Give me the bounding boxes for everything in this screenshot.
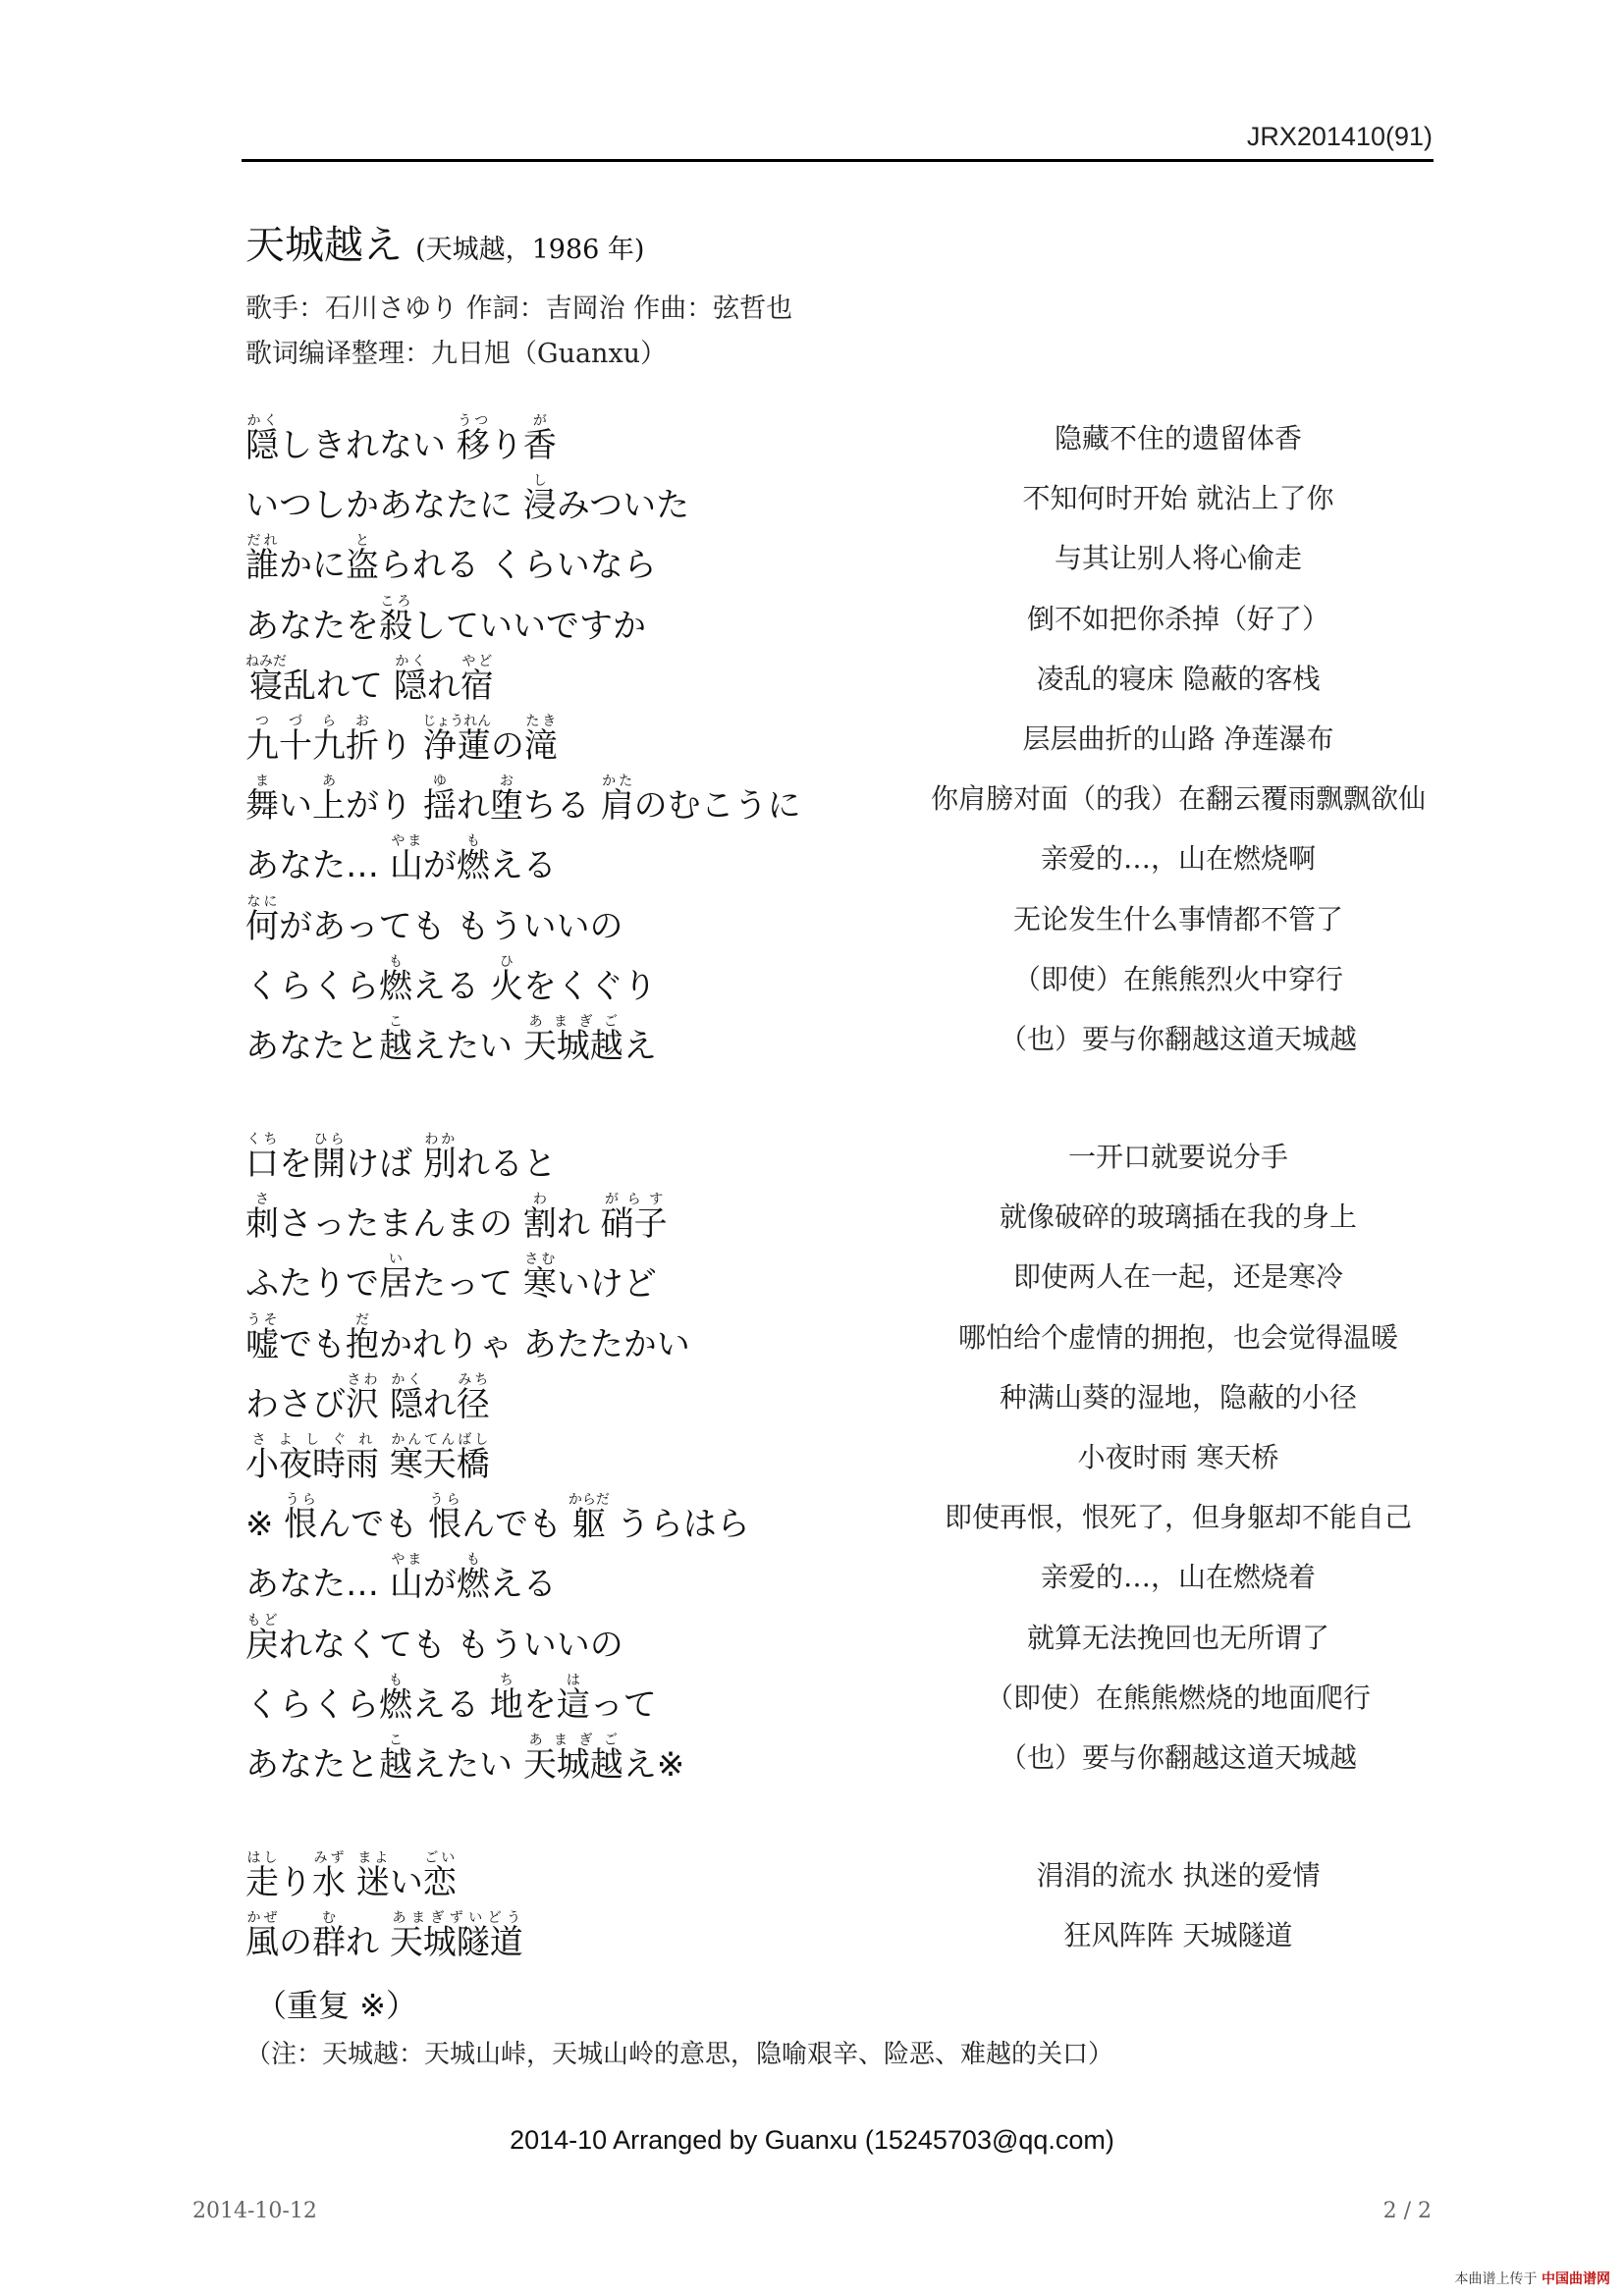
furigana-word: 火ひ <box>489 953 523 1006</box>
furigana-word: 上あ <box>312 774 346 827</box>
lyric-chinese: 你肩膀对面（的我）在翻云覆雨飘飘欲仙 <box>930 782 1426 816</box>
furigana-word: 走はし <box>245 1850 279 1902</box>
song-title-block <box>245 214 644 270</box>
lyric-japanese: いつしかあなたに 浸しみついた <box>245 473 690 526</box>
furigana-word: 風かぜ <box>245 1910 279 1962</box>
lyric-line <box>0 1369 1624 1429</box>
furigana-word: 越こ <box>379 1014 412 1066</box>
lyric-japanese: 隠かくしきれない 移うつり香が <box>245 413 557 465</box>
furigana-word: 浸し <box>522 473 557 526</box>
furigana-word: 迷まよ <box>355 1850 390 1902</box>
furigana-word: 香が <box>522 413 557 465</box>
lyric-japanese: あなた… 山やまが燃もえる <box>245 833 557 886</box>
furigana-word: 燃も <box>379 953 412 1006</box>
lyric-japanese: あなたと越こえたい 天城越あまぎごえ <box>245 1014 657 1066</box>
furigana-word: 寝ねみだ <box>245 653 287 706</box>
lyric-chinese: 层层曲折的山路 净莲瀑布 <box>1022 722 1334 755</box>
lyric-line <box>0 830 1624 890</box>
lyric-japanese: 九十九折つづらおり 浄蓮じょうれんの滝たき <box>245 714 558 766</box>
furigana-word: 山やま <box>389 1552 423 1605</box>
lyric-line <box>0 1670 1624 1730</box>
footer-page-number: 2 / 2 <box>1382 2199 1432 2223</box>
lyric-line <box>0 410 1624 470</box>
furigana-word: 隠かく <box>393 653 427 706</box>
furigana-word: 揺ゆ <box>422 774 457 827</box>
lyric-chinese: （也）要与你翻越这道天城越 <box>999 1741 1357 1774</box>
lyric-chinese: 哪怕给个虚情的拥抱，也会觉得温暖 <box>957 1320 1398 1354</box>
header-rule <box>242 159 1434 162</box>
lyric-japanese: 何なにがあっても もういいの <box>245 893 623 946</box>
lyric-chinese: （即使）在熊熊烈火中穿行 <box>1012 962 1343 995</box>
lyric-line <box>0 1309 1624 1369</box>
lyric-line <box>0 951 1624 1011</box>
furigana-word: 戻もど <box>245 1612 279 1665</box>
lyric-chinese: 一开口就要说分手 <box>1067 1141 1288 1173</box>
furigana-word: 燃も <box>456 1552 490 1605</box>
furigana-word: 抱だ <box>346 1311 379 1364</box>
lyric-line <box>0 1189 1624 1249</box>
furigana-word: 群む <box>312 1910 346 1962</box>
furigana-word: 嘘うそ <box>245 1311 279 1364</box>
lyric-japanese: わさび沢さわ 隠かくれ径みち <box>245 1371 490 1424</box>
furigana-word: 躯からだ <box>568 1492 610 1545</box>
site-watermark <box>1455 2269 1610 2288</box>
furigana-word: 舞ま <box>245 774 279 827</box>
lyric-japanese: 戻もどれなくても もういいの <box>245 1612 623 1665</box>
lyric-line <box>0 1549 1624 1609</box>
furigana-word: 山やま <box>389 833 423 886</box>
lyric-line <box>0 1129 1624 1189</box>
furigana-word: 水みず <box>312 1850 346 1902</box>
lyric-line <box>0 1610 1624 1670</box>
furigana-word: 肩かた <box>600 774 634 827</box>
lyric-chinese: 就算无法挽回也无所谓了 <box>1026 1621 1329 1654</box>
furigana-word: 別わか <box>422 1132 457 1184</box>
furigana-word: 移うつ <box>456 413 490 465</box>
furigana-word: 硝子がらす <box>600 1192 668 1245</box>
furigana-word: 宿やど <box>460 653 494 706</box>
lyric-line <box>0 1429 1624 1489</box>
footnote: （注：天城越：天城山峠，天城山岭的意思，隐喻艰辛、险恶、难越的关口） <box>245 2040 1114 2069</box>
lyric-chinese: 即使再恨，恨死了，但身躯却不能自己 <box>944 1501 1412 1534</box>
furigana-word: 天城隧道あまぎずいどう <box>389 1910 523 1962</box>
lyric-japanese: 舞まい上あがり 揺ゆれ堕おちる 肩かたのむこうに <box>245 774 801 827</box>
lyric-chinese: 隐藏不住的遗留体香 <box>1054 422 1302 454</box>
document-code: JRX201410(91) <box>1246 122 1433 151</box>
furigana-word: 隠かく <box>389 1371 423 1424</box>
watermark-prefix: 本曲谱上传于 <box>1454 2271 1538 2287</box>
furigana-word: 燃も <box>379 1672 412 1725</box>
furigana-word: 恨うら <box>428 1492 462 1545</box>
furigana-word: 天城越あまぎご <box>522 1733 623 1785</box>
credits-line: 歌手：石川さゆり 作詞：吉岡治 作曲：弦哲也 <box>245 294 793 324</box>
furigana-word: 隠かく <box>245 413 279 465</box>
furigana-word: 這は <box>556 1672 590 1725</box>
lyric-chinese: （也）要与你翻越这道天城越 <box>999 1023 1357 1055</box>
lyric-japanese: 嘘うそでも抱だかれりゃ あたたかい <box>245 1311 690 1364</box>
furigana-word: 浄蓮じょうれん <box>422 714 492 766</box>
furigana-word: 天城越あまぎご <box>522 1014 623 1066</box>
lyric-japanese: あなたを殺ころしていいですか <box>245 593 646 646</box>
lyric-line <box>0 591 1624 651</box>
furigana-word: 口くち <box>245 1132 279 1184</box>
lyric-line <box>0 530 1624 590</box>
furigana-word: 燃も <box>456 833 490 886</box>
song-title: 天城越え <box>245 223 403 268</box>
lyric-chinese: 小夜时雨 寒天桥 <box>1077 1441 1279 1473</box>
lyric-line <box>0 1730 1624 1789</box>
furigana-word: 寒さむ <box>522 1252 557 1305</box>
arranger-line: 歌词编译整理：九日旭（Guanxu） <box>245 339 668 369</box>
lyric-japanese: 誰だれかに盗とられる くらいなら <box>245 533 657 586</box>
furigana-word: 殺ころ <box>379 593 412 646</box>
lyric-line <box>0 771 1624 830</box>
furigana-word: 径みち <box>456 1371 490 1424</box>
furigana-word: 沢さわ <box>346 1371 379 1424</box>
lyric-line <box>0 470 1624 530</box>
furigana-word: 堕お <box>489 774 523 827</box>
furigana-word: 恋ごい <box>422 1850 457 1902</box>
furigana-word: 寒天橋かんてんばし <box>389 1432 490 1484</box>
lyric-chinese: 无论发生什么事情都不管了 <box>1012 902 1343 935</box>
furigana-word: 盗と <box>346 533 379 586</box>
arranged-by: 2014-10 Arranged by Guanxu (15245703@qq.com) <box>510 2125 1114 2155</box>
furigana-word: 居い <box>379 1252 412 1305</box>
lyric-chinese: 即使两人在一起，还是寒冷 <box>1012 1260 1343 1294</box>
furigana-word: 越こ <box>379 1733 412 1785</box>
lyric-japanese: あなた… 山やまが燃もえる <box>245 1552 557 1605</box>
lyric-line <box>0 1907 1624 1967</box>
lyric-japanese: くらくら燃もえる 地ちを這はって <box>245 1672 657 1725</box>
lyric-line <box>0 651 1624 711</box>
lyric-japanese: ※ 恨うらんでも 恨うらんでも 躯からだ うらはら <box>245 1492 750 1545</box>
furigana-word: 滝たき <box>523 714 558 766</box>
furigana-word: 刺さ <box>245 1192 279 1245</box>
furigana-word: 地ち <box>489 1672 523 1725</box>
lyric-line <box>0 1011 1624 1071</box>
lyric-line <box>0 891 1624 951</box>
lyric-japanese: 風かぜの群むれ 天城隧道あまぎずいどう <box>245 1910 523 1962</box>
furigana-word: 割わ <box>522 1192 557 1245</box>
lyric-line <box>0 1847 1624 1907</box>
lyric-line <box>0 1489 1624 1549</box>
lyric-chinese: 种满山葵的湿地，隐蔽的小径 <box>999 1380 1357 1414</box>
lyric-chinese: 不知何时开始 就沾上了你 <box>1022 482 1334 515</box>
lyric-japanese <box>245 1432 490 1484</box>
lyric-japanese: 寝ねみだ乱れて 隠かくれ宿やど <box>245 653 494 706</box>
furigana-word: 小夜時雨さよしぐれ <box>245 1432 379 1484</box>
lyric-chinese: （即使）在熊熊燃烧的地面爬行 <box>985 1681 1371 1714</box>
lyric-japanese: ふたりで居いたって 寒さむいけど <box>245 1252 657 1305</box>
lyric-line <box>0 711 1624 771</box>
lyric-japanese: あなたと越こえたい 天城越あまぎごえ※ <box>245 1733 685 1785</box>
lyric-chinese: 亲爱的…，山在燃烧啊 <box>1040 842 1316 876</box>
lyric-japanese: くらくら燃もえる 火ひをくぐり <box>245 953 657 1006</box>
lyric-chinese: 倒不如把你杀掉（好了） <box>1026 602 1329 635</box>
furigana-word: 誰だれ <box>245 533 279 586</box>
lyric-chinese: 与其让别人将心偷走 <box>1054 542 1302 575</box>
furigana-word: 九十九折つづらお <box>245 714 379 766</box>
footer-date: 2014-10-12 <box>192 2199 317 2223</box>
watermark-brand: 中国曲谱网 <box>1542 2271 1610 2287</box>
repeat-marker: （重复 ※） <box>255 1987 417 2024</box>
furigana-word: 開ひら <box>312 1132 346 1184</box>
lyric-japanese: 刺ささったまんまの 割われ 硝子がらす <box>245 1192 668 1245</box>
lyric-japanese: 走はしり水みず 迷まよい恋ごい <box>245 1850 457 1902</box>
lyric-chinese: 凌乱的寝床 隐蔽的客栈 <box>1036 662 1321 695</box>
furigana-word: 恨うら <box>284 1492 318 1545</box>
lyric-chinese: 狂风阵阵 天城隧道 <box>1063 1919 1293 1951</box>
lyric-chinese: 亲爱的…，山在燃烧着 <box>1040 1561 1316 1594</box>
lyric-line <box>0 1249 1624 1308</box>
lyric-japanese: 口くちを開ひらけば 別わかれると <box>245 1132 557 1184</box>
lyric-chinese: 涓涓的流水 执迷的爱情 <box>1036 1859 1321 1892</box>
lyric-chinese: 就像破碎的玻璃插在我的身上 <box>999 1201 1357 1234</box>
song-subtitle: (天城越，1986 年) <box>415 235 645 265</box>
furigana-word: 何なに <box>245 893 279 946</box>
